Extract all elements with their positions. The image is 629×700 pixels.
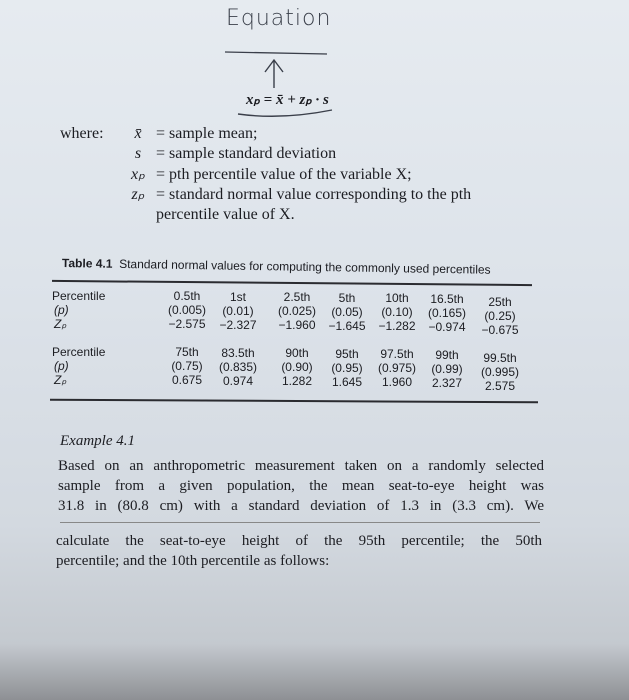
table-cell-z: −2.327 [219,317,257,332]
table-cell-percentiles: 75th [175,345,199,359]
symbol-zp: zₚ [131,186,145,203]
table-cell-p: (0.005) [167,303,207,317]
table-cell-percentiles: 99th [435,348,459,362]
table-cell-percentiles: 10th [385,291,409,306]
table-title [62,256,491,277]
divider [60,522,540,523]
table-cell-z: −0.974 [428,320,466,334]
table-cell-p: (0.975) [377,361,417,376]
table-cell-percentiles: 97.5th [380,347,414,362]
example-line-4: calculate the seat-to-eye height of the 95th percentile; the 50th [56,533,542,549]
table-cell-p: (0.165) [427,306,467,320]
row-label-p: (p) [54,359,69,373]
table-cell-z: 0.974 [222,373,254,388]
row-label-p: (p) [54,303,69,317]
symbol-xp: xₚ [131,166,145,183]
table-cell-percentiles: 2.5th [283,290,311,305]
table-number: Table 4.1 [61,256,113,271]
definition-mean: = sample mean; [156,125,258,142]
table-cell-p: (0.90) [281,360,313,375]
table-cell-p: (0.835) [218,359,258,374]
table-cell-p: (0.95) [331,360,363,375]
example-line-1: Based on an anthropometric measurement taken on a randomly selected [58,458,544,474]
table-caption: Standard normal values for computing the commonly used percentiles [119,256,491,277]
table-cell-p: (0.25) [484,308,516,323]
table-cell-z: −1.282 [378,319,416,334]
percentile-formula: xₚ = x̄ + zₚ · s [246,92,329,108]
row-label-percentiles: Percentile [52,345,106,359]
handwritten-equation-label: Equation [226,6,332,31]
table-cell-percentiles: 90th [285,346,309,361]
definition-xp: = pth percentile value of the variable X; [156,166,412,183]
table-cell-z: 1.645 [331,374,363,389]
table-cell-p: (0.995) [480,364,520,379]
symbol-s: s [134,145,142,162]
table-cell-percentiles: 83.5th [221,345,255,360]
table-cell-p: (0.025) [277,304,317,319]
table-cell-p: (0.10) [381,305,413,320]
table-cell-percentiles: 5th [338,290,356,305]
table-cell-z: −1.645 [328,318,366,333]
example-heading: Example 4.1 [60,433,135,449]
row-label-percentiles: Percentile [52,289,106,303]
table-cell-z: 1.282 [281,374,313,389]
symbol-mean: x̄ [134,125,142,142]
table-cell-p: (0.99) [431,362,463,376]
table-top-rule [52,280,532,286]
table-cell-percentiles: 95th [335,346,359,361]
handwritten-arrow-icon [222,40,362,130]
where-label: where: [60,125,104,142]
table-cell-p: (0.01) [222,303,254,318]
table-cell-percentiles: 99.5th [483,350,517,365]
table-cell-p: (0.05) [331,304,363,319]
definition-s: = sample standard deviation [156,145,337,162]
table-cell-z: −0.675 [481,322,519,337]
row-label-z: Zₚ [54,373,67,387]
table-cell-z: 1.960 [381,375,413,390]
table-cell-p: (0.75) [171,359,203,373]
table-cell-percentiles: 16.5th [430,292,464,306]
table-cell-z: −1.960 [278,318,316,333]
example-line-5: percentile; and the 10th percentile as follows: [56,553,330,569]
table-bottom-rule [50,399,538,404]
definition-zp-continued: percentile value of X. [156,206,295,223]
table-cell-percentiles: 1st [229,289,246,304]
example-line-3: 31.8 in (80.8 cm) with a standard deviation of 1.3 in (3.3 cm). We [58,498,544,514]
table-cell-z: 2.327 [431,376,463,390]
definition-zp: = standard normal value corresponding to the pth [156,186,472,203]
table-cell-percentiles: 0.5th [173,289,201,303]
example-line-2: sample from a given population, the mean seat-to-eye height was [58,478,544,494]
table-cell-z: −2.575 [168,317,206,331]
table-cell-percentiles: 25th [488,294,512,309]
table-cell-z: 0.675 [171,373,203,387]
table-cell-z: 2.575 [484,378,516,393]
row-label-z: Zₚ [54,317,67,331]
